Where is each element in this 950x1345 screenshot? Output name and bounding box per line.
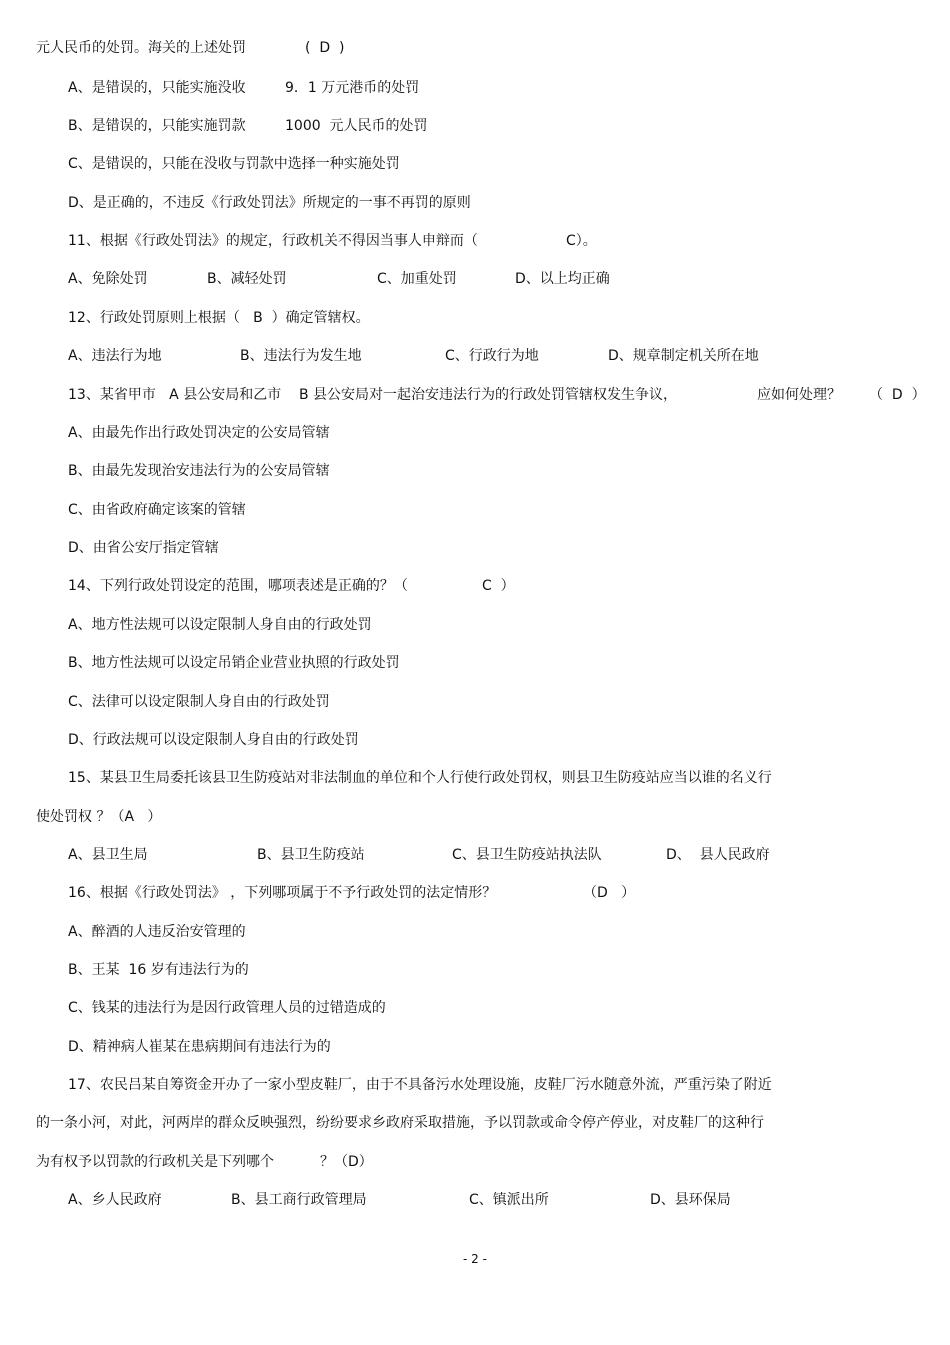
text-segment: A、县卫生局 [68,847,148,863]
text-segment: 11、根据《行政处罚法》的规定，行政机关不得因当事人申辩而（ [68,233,478,249]
text-segment: B、违法行为发生地 [240,348,362,364]
text-segment: 使处罚权 ？（A ） [36,809,162,825]
text-segment: A、免除处罚 [68,271,148,287]
text-segment: 15、某县卫生局委托该县卫生防疫站对非法制血的单位和个人行使行政处罚权，则县卫生防疫站应当以谁的名义行 [68,770,772,786]
text-segment: D、精神病人崔某在患病期间有违法行为的 [68,1039,331,1055]
text-segment: （ D ） [869,387,926,403]
text-segment: A、地方性法规可以设定限制人身自由的行政处罚 [68,617,372,633]
text-segment: A、醉酒的人违反治安管理的 [68,924,246,940]
text-segment: D、是正确的，不违反《行政处罚法》所规定的一事不再罚的原则 [68,195,471,211]
text-segment: C、由省政府确定该案的管辖 [68,502,246,518]
text-segment: 为有权予以罚款的行政机关是下列哪个 [36,1154,274,1170]
text-segment: B、县工商行政管理局 [231,1192,367,1208]
text-segment: C、行政行为地 [445,348,539,364]
text-segment: 13、某省甲市 A 县公安局和乙市 B 县公安局对一起治安违法行为的行政处罚管辖权发生争议， [68,387,678,403]
text-segment: D、县环保局 [650,1192,731,1208]
text-segment: 9．1 万元港币的处罚 [285,80,420,96]
text-segment: D、由省公安厅指定管辖 [68,540,219,556]
page-number: - 2 - [463,1252,487,1266]
text-segment: C、县卫生防疫站执法队 [452,847,602,863]
text-segment: 应如何处理？ [757,387,841,403]
text-segment: C）。 [566,233,597,249]
text-segment: C、是错误的，只能在没收与罚款中选择一种实施处罚 [68,156,400,172]
text-segment: C ） [482,578,515,594]
text-segment: A、由最先作出行政处罚决定的公安局管辖 [68,425,330,441]
text-segment: （D ） [583,885,636,901]
text-segment: A、乡人民政府 [68,1192,162,1208]
text-segment: A、是错误的，只能实施没收 [68,80,246,96]
text-segment: 12、行政处罚原则上根据（ B ）确定管辖权。 [68,310,370,326]
text-segment: 14、下列行政处罚设定的范围，哪项表述是正确的？（ [68,578,408,594]
text-segment: 16、根据《行政处罚法》 ，下列哪项属于不予行政处罚的法定情形？ [68,885,497,901]
text-segment: D、行政法规可以设定限制人身自由的行政处罚 [68,732,359,748]
text-segment: 17、农民吕某自筹资金开办了一家小型皮鞋厂，由于不具备污水处理设施，皮鞋厂污水随意外流，严重污染了附近 [68,1077,772,1093]
text-segment: ？（D） [320,1154,373,1170]
text-segment: ( D ) [305,40,345,56]
text-segment: B、王某 16 岁有违法行为的 [68,962,249,978]
text-segment: 元人民币的处罚。海关的上述处罚 [36,40,246,56]
text-segment: B、是错误的，只能实施罚款 [68,118,246,134]
text-segment: C、镇派出所 [469,1192,549,1208]
text-segment: 的一条小河，对此，河两岸的群众反映强烈，纷纷要求乡政府采取措施，予以罚款或命令停产停业，对皮鞋厂的这种行 [36,1115,764,1131]
text-segment: D、 县人民政府 [666,847,770,863]
text-segment: B、地方性法规可以设定吊销企业营业执照的行政处罚 [68,655,400,671]
text-segment: C、加重处罚 [377,271,457,287]
text-segment: B、由最先发现治安违法行为的公安局管辖 [68,463,330,479]
text-segment: D、以上均正确 [515,271,610,287]
text-segment: C、钱某的违法行为是因行政管理人员的过错造成的 [68,1000,386,1016]
text-segment: B、减轻处罚 [207,271,287,287]
text-segment: C、法律可以设定限制人身自由的行政处罚 [68,694,330,710]
text-segment: 1000 元人民币的处罚 [285,118,428,134]
text-segment: D、规章制定机关所在地 [608,348,759,364]
text-segment: A、违法行为地 [68,348,162,364]
text-segment: B、县卫生防疫站 [257,847,365,863]
